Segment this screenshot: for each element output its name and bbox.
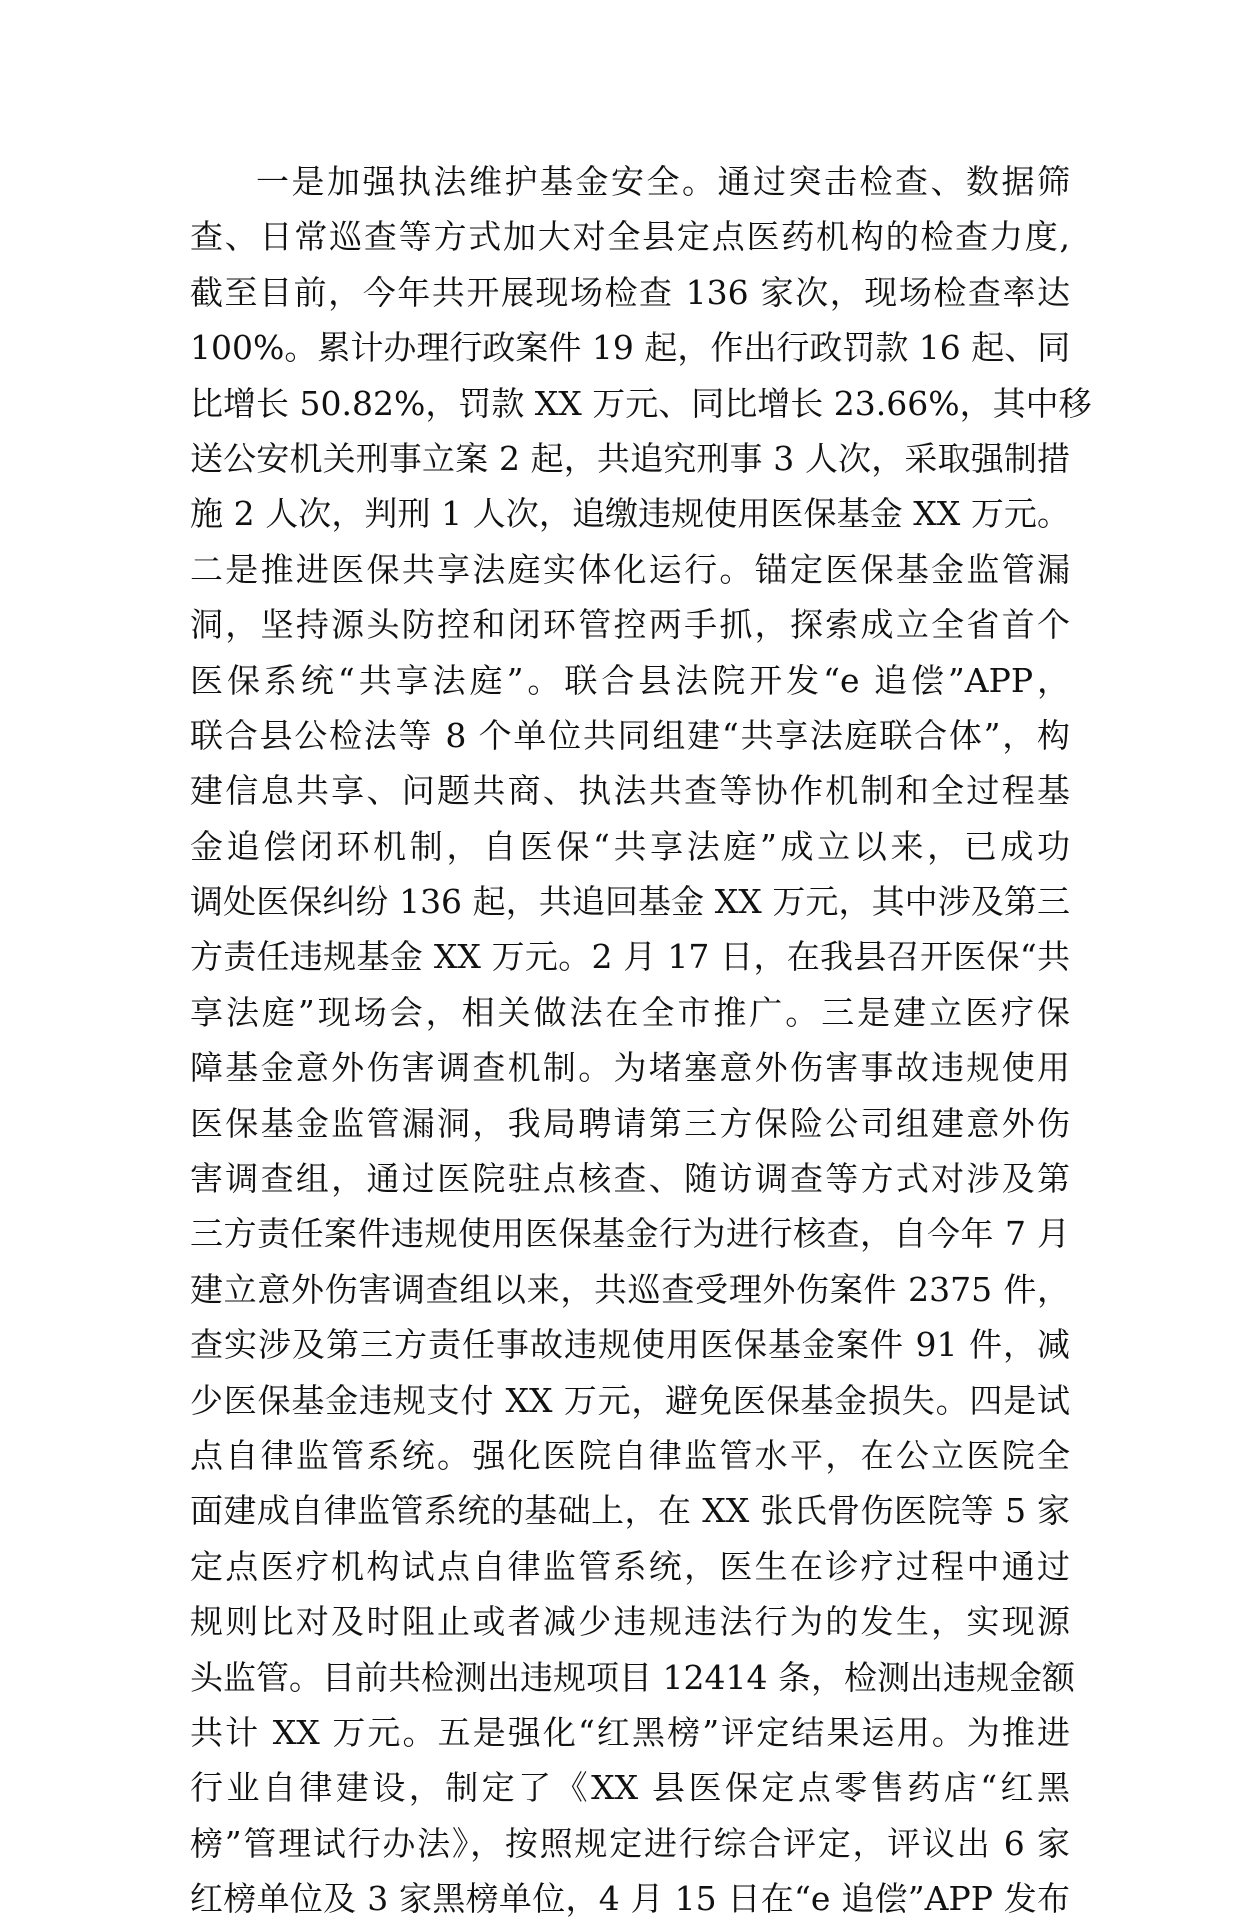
text-line: 查、日常巡查等方式加大对全县定点医药机构的检查力度, (190, 217, 1070, 257)
text-line: 联合县公检法等 8 个单位共同组建“共享法庭联合体”，构 (190, 715, 1070, 755)
text-line: 建信息共享、问题共商、执法共查等协作机制和全过程基 (190, 771, 1070, 811)
text-line: 面建成自律监管系统的基础上，在 XX 张氏骨伤医院等 5 家 (190, 1491, 1070, 1531)
text-line: 方责任违规基金 XX 万元。2 月 17 日，在我县召开医保“共 (190, 937, 1070, 977)
text-line: 点自律监管系统。强化医院自律监管水平，在公立医院全 (190, 1435, 1070, 1475)
text-line: 建立意外伤害调查组以来，共巡查受理外伤案件 2375 件， (190, 1269, 1070, 1309)
text-line: 规则比对及时阻止或者减少违规违法行为的发生，实现源 (190, 1602, 1070, 1642)
text-line: 定点医疗机构试点自律监管系统，医生在诊疗过程中通过 (190, 1546, 1070, 1586)
text-line: 共计 XX 万元。五是强化“红黑榜”评定结果运用。为推进 (190, 1712, 1070, 1752)
text-line: 头监管。目前共检测出违规项目 12414 条，检测出违规金额 (190, 1657, 1075, 1697)
text-line: 障基金意外伤害调查机制。为堵塞意外伤害事故违规使用 (190, 1048, 1070, 1088)
body-paragraph (190, 154, 1092, 1927)
text-line: 施 2 人次，判刑 1 人次，追缴违规使用医保基金 XX 万元。 (190, 494, 1070, 534)
text-line: 红榜单位及 3 家黑榜单位，4 月 15 日在“e 追偿”APP 发布 (190, 1879, 1070, 1919)
text-line: 金追偿闭环机制，自医保“共享法庭”成立以来，已成功 (190, 826, 1070, 866)
text-line: 比增长 50.82%，罚款 XX 万元、同比增长 23.66%，其中移 (190, 383, 1092, 423)
text-line: 医保基金监管漏洞，我局聘请第三方保险公司组建意外伤 (190, 1103, 1070, 1143)
text-line: 享法庭”现场会，相关做法在全市推广。三是建立医疗保 (190, 992, 1070, 1032)
text-line: 三方责任案件违规使用医保基金行为进行核查，自今年 7 月 (190, 1214, 1070, 1254)
text-line: 榜”管理试行办法》，按照规定进行综合评定，评议出 6 家 (190, 1823, 1070, 1863)
text-line: 调处医保纠纷 136 起，共追回基金 XX 万元，其中涉及第三 (190, 882, 1070, 922)
text-line: 二是推进医保共享法庭实体化运行。锚定医保基金监管漏 (190, 549, 1070, 589)
text-line: 洞，坚持源头防控和闭环管控两手抓，探索成立全省首个 (190, 605, 1070, 645)
text-line: 医保系统“共享法庭”。联合县法院开发“e 追偿”APP， (190, 660, 1070, 700)
text-line: 害调查组，通过医院驻点核查、随访调查等方式对涉及第 (190, 1159, 1070, 1199)
text-line: 少医保基金违规支付 XX 万元，避免医保基金损失。四是试 (190, 1380, 1070, 1420)
text-line: 行业自律建设，制定了《XX 县医保定点零售药店“红黑 (190, 1768, 1070, 1808)
text-line: 送公安机关刑事立案 2 起，共追究刑事 3 人次，采取强制措 (190, 438, 1070, 478)
text-line: 一是加强执法维护基金安全。通过突击检查、数据筛 (256, 162, 1070, 201)
text-line: 截至目前，今年共开展现场检查 136 家次，现场检查率达 (190, 272, 1070, 312)
text-line: 查实涉及第三方责任事故违规使用医保基金案件 91 件，减 (190, 1325, 1070, 1365)
text-line: 100%。累计办理行政案件 19 起，作出行政罚款 16 起、同 (190, 328, 1071, 368)
